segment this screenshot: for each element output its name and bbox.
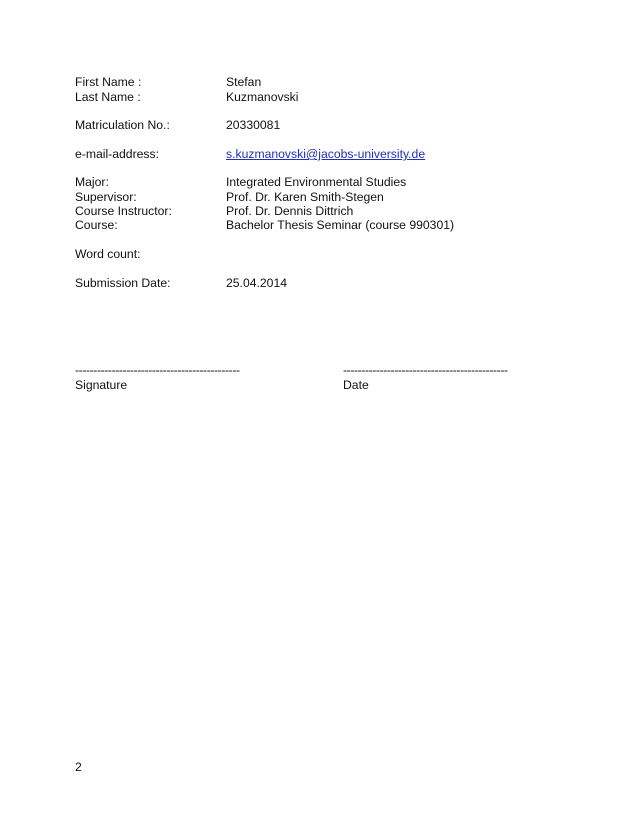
field-value: Integrated Environmental Studies — [226, 175, 407, 189]
field-label: Last Name : — [75, 90, 141, 104]
field-last-name — [75, 90, 575, 105]
signature-line: --------------------------------------------- — [75, 363, 240, 377]
field-value: Kuzmanovski — [226, 90, 299, 104]
date-block — [343, 363, 513, 393]
field-value: Bachelor Thesis Seminar (course 990301) — [226, 218, 455, 232]
field-value: Stefan — [226, 75, 262, 89]
field-label: First Name : — [75, 75, 142, 89]
field-label: e-mail-address: — [75, 147, 159, 161]
field-course-instructor — [75, 204, 575, 219]
email-link[interactable]: s.kuzmanovski@jacobs-university.de — [226, 147, 426, 161]
field-label: Major: — [75, 175, 109, 189]
field-matriculation-no — [75, 118, 575, 133]
field-label: Course Instructor: — [75, 204, 172, 218]
field-label: Submission Date: — [75, 276, 171, 290]
field-major — [75, 175, 575, 190]
field-email-address — [75, 147, 575, 162]
field-value: Prof. Dr. Karen Smith-Stegen — [226, 190, 384, 204]
page-number: 2 — [75, 760, 82, 774]
signature-block — [75, 363, 245, 393]
field-value: Prof. Dr. Dennis Dittrich — [226, 204, 354, 218]
date-label: Date — [343, 378, 369, 392]
signature-label: Signature — [75, 378, 128, 392]
field-value: 20330081 — [226, 118, 281, 132]
field-label: Supervisor: — [75, 190, 137, 204]
field-first-name — [75, 75, 575, 90]
field-label: Course: — [75, 218, 118, 232]
field-value: 25.04.2014 — [226, 276, 287, 290]
field-submission-date — [75, 276, 575, 291]
field-word-count — [75, 247, 575, 262]
field-label: Matriculation No.: — [75, 118, 170, 132]
field-label: Word count: — [75, 247, 141, 261]
field-course — [75, 218, 575, 233]
field-supervisor — [75, 190, 575, 205]
date-line: --------------------------------------------- — [343, 363, 508, 377]
